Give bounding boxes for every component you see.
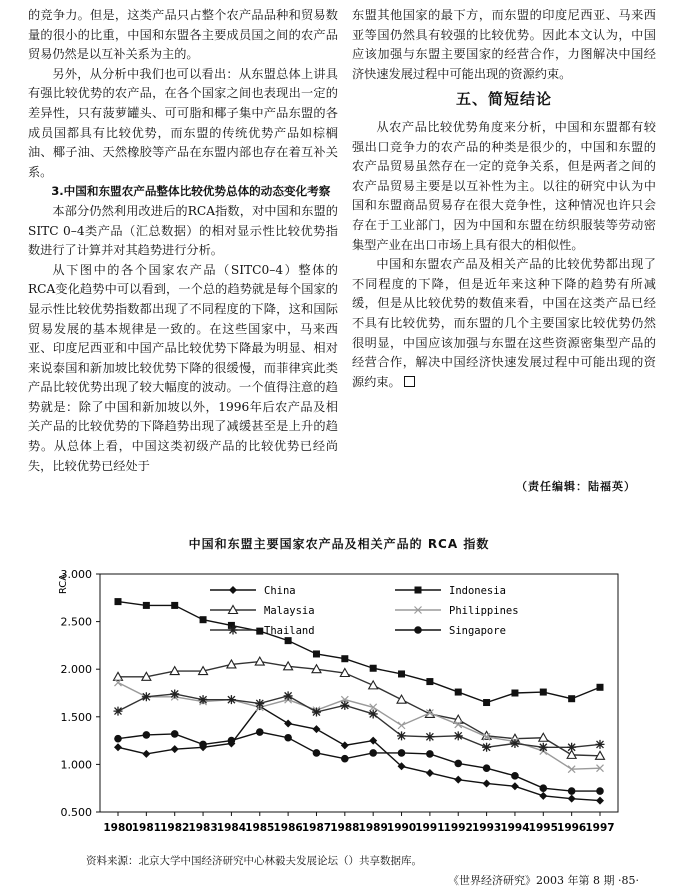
data-point-thailand bbox=[397, 731, 406, 740]
chart-title: 中国和东盟主要国家农产品及相关产品的 RCA 指数 bbox=[188, 537, 490, 551]
data-point-thailand bbox=[114, 707, 123, 716]
data-point-singapore bbox=[228, 737, 236, 745]
data-point-singapore bbox=[284, 734, 292, 742]
right-paragraph-1: 东盟其他国家的最下方，而东盟的印度尼西亚、马来西亚等国仍然具有较强的比较优势。因此本文认为，中国应该加强与东盟主要国家的经营合作，力图解决中国经济快速发展过程中可能出现的资源约束。 bbox=[352, 8, 656, 81]
data-point-indonesia bbox=[115, 598, 122, 605]
y-axis-label: RCA bbox=[58, 573, 69, 595]
data-point-singapore bbox=[114, 735, 122, 743]
y-tick-label: 0.500 bbox=[60, 806, 92, 819]
data-point-singapore bbox=[539, 784, 547, 792]
y-tick-label: 2.000 bbox=[60, 663, 92, 677]
x-tick-label: 1990 bbox=[386, 822, 417, 834]
data-point-thailand bbox=[482, 743, 491, 752]
data-point-thailand bbox=[340, 701, 349, 710]
data-point-thailand bbox=[510, 739, 519, 748]
data-point-singapore bbox=[483, 764, 491, 772]
right-column bbox=[352, 6, 656, 392]
data-point-indonesia bbox=[511, 690, 518, 697]
data-point-indonesia bbox=[143, 602, 150, 609]
data-point-thailand bbox=[142, 692, 151, 701]
data-source-note: 资料来源：北京大学中国经济研究中心林毅夫发展论坛（）共享数据库。 bbox=[86, 855, 422, 867]
data-point-thailand bbox=[539, 743, 548, 752]
data-point-singapore bbox=[256, 728, 264, 736]
x-tick-label: 1991 bbox=[415, 822, 445, 834]
data-point-singapore bbox=[199, 741, 207, 749]
data-point-indonesia bbox=[398, 670, 405, 677]
x-tick-label: 1980 bbox=[103, 822, 133, 834]
data-point-singapore bbox=[511, 772, 519, 780]
legend-label-thailand: Thailand bbox=[264, 625, 315, 637]
x-tick-label: 1992 bbox=[443, 822, 473, 834]
y-tick-label: 3.000 bbox=[60, 568, 92, 581]
legend-marker-thailand bbox=[229, 626, 238, 635]
data-point-indonesia bbox=[370, 665, 377, 672]
left-column bbox=[28, 6, 338, 476]
data-point-indonesia bbox=[568, 695, 575, 702]
data-point-thailand bbox=[284, 691, 293, 700]
data-point-thailand bbox=[170, 689, 179, 698]
right-paragraph-3 bbox=[352, 255, 656, 392]
right-paragraph-3-text: 中国和东盟农产品及相关产品的比较优势都出现了不同程度的下降，但是近年来这种下降的趋势有所减缓，但是从比较优势的数值来看，中国在这类产品已经不具有比较优势，而东盟的几个主要国家比较优势仍然很明显，中国应该加强与东盟在这些资源密集型产品的经营合作，解决中国经济快速发展过程中可能出现的资源约束。 bbox=[352, 257, 656, 389]
data-point-thailand bbox=[199, 695, 208, 704]
data-point-thailand bbox=[425, 732, 434, 741]
legend-label-indonesia: Indonesia bbox=[449, 585, 506, 597]
left-paragraph-3: 本部分仍然利用改进后的RCA指数，对中国和东盟的SITC 0–4类产品（汇总数据）的相对显示性比较优势指数进行了计算并对其趋势进行分析。 bbox=[28, 203, 338, 258]
data-point-thailand bbox=[255, 699, 264, 708]
section-heading: 五、简短结论 bbox=[455, 90, 552, 109]
data-point-singapore bbox=[568, 787, 576, 795]
left-paragraph-4: 从下图中的各个国家农产品（SITC0–4）整体的RCA变化趋势中可以看到，一个总的趋势就是每个国家的显示性比较优势指数都出现了不同程度的下降，这和国际贸易发展的基本规律是一致的。在这些国家中，马来西亚、印度尼西亚和中国产品比较优势下降最为明显、相对来说泰国和新加坡比较优势下降的很缓慢，而菲律宾此类产品比较优势出现了较大幅度的波动。一个值得注意的趋势就是：除了中国和新加坡以外，1996年后农产品及相关产品的比较优势的下降趋势出现了减缓甚至是上升的趋势。从总体上看，中国这类初级产品的比较优势已经尚失，比较优势已经处于 bbox=[28, 262, 338, 473]
x-tick-label: 1993 bbox=[471, 822, 502, 834]
data-point-singapore bbox=[313, 749, 321, 757]
x-tick-label: 1984 bbox=[216, 822, 247, 834]
x-tick-label: 1995 bbox=[528, 822, 558, 834]
x-tick-label: 1987 bbox=[301, 822, 332, 834]
data-point-indonesia bbox=[597, 684, 604, 691]
data-point-singapore bbox=[426, 750, 434, 758]
data-point-singapore bbox=[398, 749, 406, 757]
data-point-indonesia bbox=[455, 689, 462, 696]
x-tick-label: 1994 bbox=[500, 822, 530, 834]
data-point-singapore bbox=[454, 760, 462, 768]
data-point-singapore bbox=[171, 730, 179, 738]
data-point-indonesia bbox=[341, 655, 348, 662]
y-tick-label: 1.500 bbox=[60, 710, 92, 724]
x-tick-label: 1996 bbox=[557, 822, 587, 834]
x-tick-label: 1997 bbox=[585, 822, 615, 834]
data-point-indonesia bbox=[285, 637, 292, 644]
data-point-thailand bbox=[227, 695, 236, 704]
data-point-indonesia bbox=[426, 678, 433, 685]
data-point-indonesia bbox=[313, 650, 320, 657]
x-tick-label: 1986 bbox=[273, 822, 303, 834]
legend-label-philippines: Philippines bbox=[449, 605, 519, 617]
chart-axes bbox=[58, 568, 618, 834]
data-point-thailand bbox=[596, 740, 605, 749]
x-tick-label: 1982 bbox=[160, 822, 190, 834]
data-point-indonesia bbox=[171, 602, 178, 609]
data-point-thailand bbox=[567, 743, 576, 752]
legend-label-singapore: Singapore bbox=[449, 625, 506, 637]
data-point-singapore bbox=[143, 731, 151, 739]
right-paragraph-2: 从农产品比较优势角度来分析，中国和东盟都有较强出口竞争力的农产品的种类是很少的，中国和东盟的农产品贸易虽然存在一定的竞争关系，但是两者之间的农产品贸易主要是以互补性为主。以往的研究中认为中国和东盟商品贸易存在很大竞争性，这种情况也许只会存在于工业部门，因为中国和东盟在纺织服装等劳动密集型产业在出口市场上具有很大的相似性。 bbox=[352, 119, 656, 252]
x-tick-label: 1988 bbox=[330, 822, 360, 834]
data-point-indonesia bbox=[540, 689, 547, 696]
left-paragraph-1: 的竞争力。但是，这类产品只占整个农产品品种和贸易数量的很小的比重，中国和东盟各主要成员国之间的农产品贸易仍然是以互补关系为主的。 bbox=[28, 8, 338, 62]
editor-credit: （责任编辑：陆福英） bbox=[516, 480, 636, 493]
y-tick-label: 2.500 bbox=[60, 615, 92, 629]
x-tick-label: 1981 bbox=[131, 822, 161, 834]
data-point-indonesia bbox=[483, 699, 490, 706]
legend-marker-indonesia bbox=[415, 587, 422, 594]
page-footer: 《世界经济研究》2003 年第 8 期 ·85· bbox=[448, 874, 639, 887]
y-tick-label: 1.000 bbox=[60, 758, 92, 772]
legend-marker-singapore bbox=[414, 626, 422, 634]
data-point-thailand bbox=[369, 709, 378, 718]
x-tick-label: 1983 bbox=[188, 822, 218, 834]
legend-label-china: China bbox=[264, 585, 296, 597]
x-tick-label: 1985 bbox=[245, 822, 275, 834]
data-point-singapore bbox=[341, 755, 349, 763]
data-point-singapore bbox=[369, 749, 377, 757]
data-point-thailand bbox=[312, 708, 321, 717]
end-mark-icon bbox=[404, 376, 415, 387]
left-paragraph-2: 另外，从分析中我们也可以看出：从东盟总体上讲具有强比较优势的农产品，在各个国家之间也表现出一定的差异性，只有菠萝罐头、可可脂和椰子集中产品东盟的各成员国都具有比较优势，而东盟的传统优势产品如棕榈油、椰子油、天然橡胶等产品在东盟内部也存在着互补关系。 bbox=[28, 66, 338, 179]
data-point-indonesia bbox=[200, 616, 207, 623]
section-subheading: 3.中国和东盟农产品整体比较优势总体的动态变化考察 bbox=[51, 184, 331, 199]
data-point-indonesia bbox=[256, 628, 263, 635]
x-tick-label: 1989 bbox=[358, 822, 388, 834]
data-point-thailand bbox=[454, 731, 463, 740]
data-point-singapore bbox=[596, 787, 604, 795]
legend-label-malaysia: Malaysia bbox=[264, 605, 315, 617]
rca-line-chart bbox=[0, 552, 678, 852]
